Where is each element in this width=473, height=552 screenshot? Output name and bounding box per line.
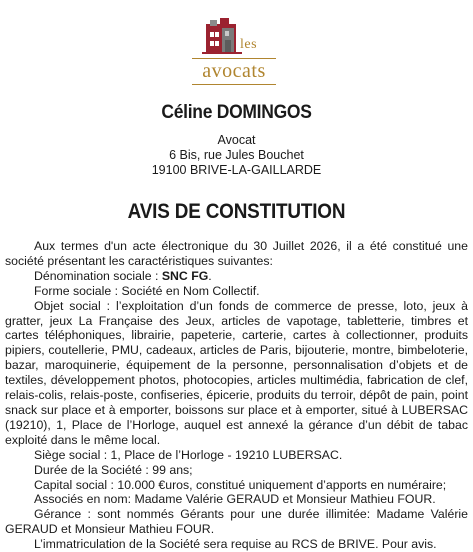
logo-les-text: les	[240, 37, 258, 52]
notice-associes: Associés en nom: Madame Valérie GERAUD et Monsieur Mathieu FOUR.	[34, 492, 436, 507]
denomination-end: .	[208, 268, 212, 283]
logo-avocats-text: avocats	[202, 60, 266, 82]
notice-duree: Durée de la Société : 99 ans;	[34, 462, 193, 477]
notice-immatriculation: L’immatriculation de la Société sera requise au RCS de BRIVE. Pour avis.	[34, 537, 437, 552]
notice-capital: Capital social : 10.000 €uros, constitué uniquement d’apports en numéraire;	[34, 477, 447, 492]
lawyer-street: 6 Bis, rue Jules Bouchet	[169, 148, 304, 162]
denomination-value: SNC FG	[161, 268, 209, 283]
notice-siege: Siège social : 1, Place de l’Horloge - 19210 LUBERSAC.	[34, 447, 343, 462]
notice-denomination	[5, 269, 468, 284]
notice-objet: Objet social : l’exploitation d’un fonds de commerce de presse, loto, jeux à gratter, jeux La Française des Jeux, articles de vapotage, tabletterie, timbres et cartes téléphoniques, librairie, papeterie, carterie, cartes à collectionner, produits pipiers, coutellerie, PMU, cadeaux, articles de Paris, bijouterie, montre, bimbeloterie, bazar, maroquinerie, équipement de la personne, personnalisation d’objets et de textiles, développement photos, photocopies, articles multimédia, fabrication de clef, relais-colis, relais-poste, confiseries, épicerie, produits du terroir, dépôt de pain, point snack sur place et à emporter, boissons sur place et à emporter, situé à LUBERSAC (19210), 1, Place de l’Horloge, auquel est annexé la gérance d’un débit de tabac exploité dans le même local.	[5, 298, 468, 447]
lawyer-city: 19100 BRIVE-LA-GAILLARDE	[151, 163, 322, 177]
logo-divider-top	[192, 58, 276, 59]
lawyer-name: Céline DOMINGOS	[161, 102, 312, 123]
les-avocats-logo	[186, 14, 286, 86]
notice-body	[5, 239, 468, 552]
notice-title: AVIS DE CONSTITUTION	[127, 200, 346, 223]
logo-divider-bottom	[192, 84, 276, 85]
notice-intro: Aux termes d'un acte électronique du 30 Juillet 2026, il a été constitué une société présentant les caractéristiques suivantes:	[5, 239, 468, 268]
notice-forme: Forme sociale : Société en Nom Collectif.	[34, 283, 260, 298]
notice-gerance: Gérance : sont nommés Gérants pour une durée illimitée: Madame Valérie GERAUD et Monsieur Mathieu FOUR.	[5, 507, 468, 537]
building-icon	[186, 14, 286, 60]
lawyer-title: Avocat	[217, 133, 256, 147]
denomination-label: Dénomination sociale :	[34, 268, 162, 283]
